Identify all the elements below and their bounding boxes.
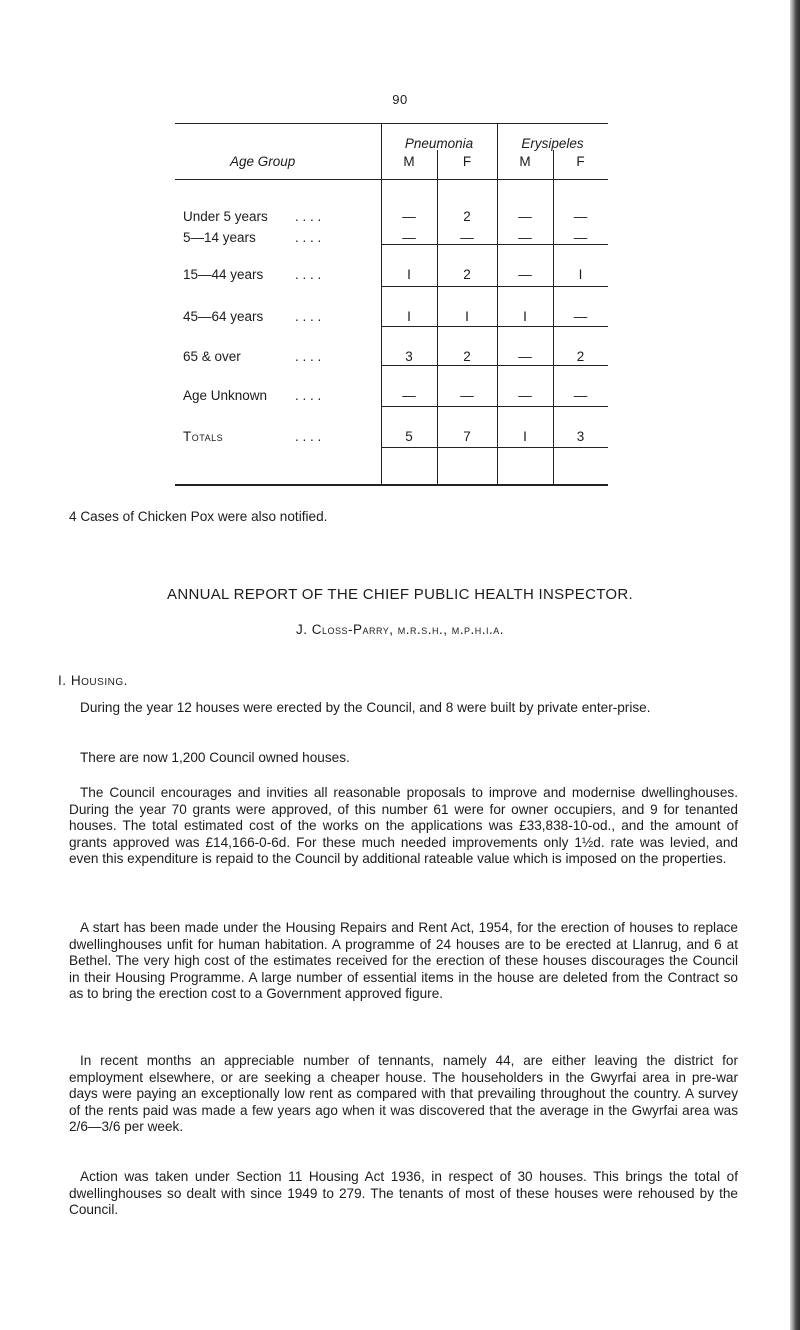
row-label-totals: Totals	[183, 429, 224, 444]
paragraph: In recent months an appreciable number of tennants, namely 44, are either leaving the district for employment elsewhere, or are seeking a cheaper house. The householders in the Gwyrfai area in pre-war days were paying an exceptionally low rent as compared with that prevailing throughout the country. A survey of the rents paid was made a few years ago when it was discovered that the average in the Gwyrfai area was 2/6—3/6 per week.	[69, 1053, 738, 1135]
disease-table	[0, 0, 800, 500]
leader-dots: . . . .	[295, 429, 322, 444]
section-heading-housing: I. Housing.	[58, 673, 128, 688]
chicken-pox-note: 4 Cases of Chicken Pox were also notified.	[69, 509, 328, 524]
header-erysipeles: Erysipeles	[521, 136, 584, 151]
row-label: Under 5 years	[183, 209, 268, 224]
table-row-rule	[381, 365, 608, 366]
table-value-cell: I	[523, 309, 527, 324]
table-row-rule	[381, 406, 608, 407]
table-value-cell: 3	[405, 349, 413, 364]
inspector-name: J. Closs-Parry, m.r.s.h., m.p.h.i.a.	[295, 622, 505, 637]
table-value-cell: —	[518, 349, 532, 364]
leader-dots: . . . .	[295, 309, 322, 324]
table-value-cell: I	[578, 267, 583, 282]
report-title: ANNUAL REPORT OF THE CHIEF PUBLIC HEALTH INSPECTOR.	[167, 586, 633, 603]
paragraph: During the year 12 houses were erected by the Council, and 8 were built by private enter-prise.	[80, 700, 651, 715]
header-pneumonia-f: F	[462, 154, 472, 169]
table-value-cell: —	[402, 209, 416, 224]
table-value-cell: 2	[463, 209, 471, 224]
table-row-rule	[381, 326, 608, 327]
row-label: 5—14 years	[183, 230, 256, 245]
table-value-cell: —	[573, 230, 588, 245]
row-label: 65 & over	[183, 349, 241, 364]
table-value-cell: 5	[405, 429, 413, 444]
row-label: 15—44 years	[183, 267, 264, 282]
header-age-group: Age Group	[230, 154, 296, 169]
table-value-cell: —	[518, 388, 532, 403]
row-label: 45—64 years	[183, 309, 264, 324]
table-value-cell: I	[407, 267, 411, 282]
table-value-cell: —	[518, 267, 532, 282]
table-value-cell: 3	[576, 429, 585, 444]
row-label: Age Unknown	[183, 388, 268, 403]
paragraph: Action was taken under Section 11 Housing Act 1936, in respect of 30 houses. This brings the total of dwellinghouses so dealt with since 1949 to 279. The tenants of most of these houses were rehoused by the Council.	[69, 1169, 738, 1218]
paragraph: There are now 1,200 Council owned houses.	[80, 750, 350, 765]
table-value-cell: I	[465, 309, 469, 324]
table-value-cell: —	[573, 388, 588, 403]
table-value-cell: —	[402, 388, 416, 403]
leader-dots: . . . .	[295, 209, 322, 224]
table-value-cell: —	[518, 209, 532, 224]
header-pneumonia-m: M	[403, 154, 415, 169]
table-value-cell: —	[402, 230, 416, 245]
table-bottom-rule	[175, 484, 608, 486]
header-pneumonia: Pneumonia	[404, 136, 474, 151]
leader-dots: . . . .	[295, 267, 322, 282]
table-header-rule	[175, 179, 608, 180]
table-value-cell: —	[573, 309, 588, 324]
table-value-cell: 2	[576, 349, 585, 364]
table-value-cell: —	[518, 230, 532, 245]
table-value-cell: —	[460, 388, 474, 403]
leader-dots: . . . .	[295, 349, 322, 364]
table-value-cell: 2	[463, 267, 471, 282]
paragraph: A start has been made under the Housing Repairs and Rent Act, 1954, for the erection of houses to replace dwellinghouses unfit for human habitation. A programme of 24 houses are to be erected at Llanrug, and 6 at Bethel. The very high cost of the estimates received for the erection of these houses discourages the Council in their Housing Programme. A large number of essential items in the house are deleted from the Contract so as to bring the erection cost to a Government approved figure.	[69, 920, 738, 1002]
table-value-cell: I	[523, 429, 527, 444]
table-row-rule	[381, 286, 608, 287]
table-value-cell: —	[573, 209, 588, 224]
table-value-cell: 2	[463, 349, 471, 364]
header-erysipeles-f: F	[576, 154, 585, 169]
table-value-cell: I	[407, 309, 411, 324]
table-top-rule	[175, 123, 608, 124]
table-row-rule	[381, 447, 608, 448]
header-erysipeles-m: M	[519, 154, 531, 169]
leader-dots: . . . .	[295, 230, 322, 245]
paragraph: The Council encourages and invities all reasonable proposals to improve and modernise dwellinghouses. During the year 70 grants were approved, of this number 61 were for owner occupiers, and 9 for tenanted houses. The total estimated cost of the works on the applications was £33,838-10-od., and the amount of grants approved was £14,166-0-6d. For these much needed improvements only 1½d. rate was levied, and even this expenditure is repaid to the Council by additional rateable value which is imposed on the properties.	[69, 785, 738, 867]
page-number: 90	[392, 92, 408, 107]
table-value-cell: —	[460, 230, 474, 245]
leader-dots: . . . .	[295, 388, 322, 403]
table-value-cell: 7	[463, 429, 471, 444]
